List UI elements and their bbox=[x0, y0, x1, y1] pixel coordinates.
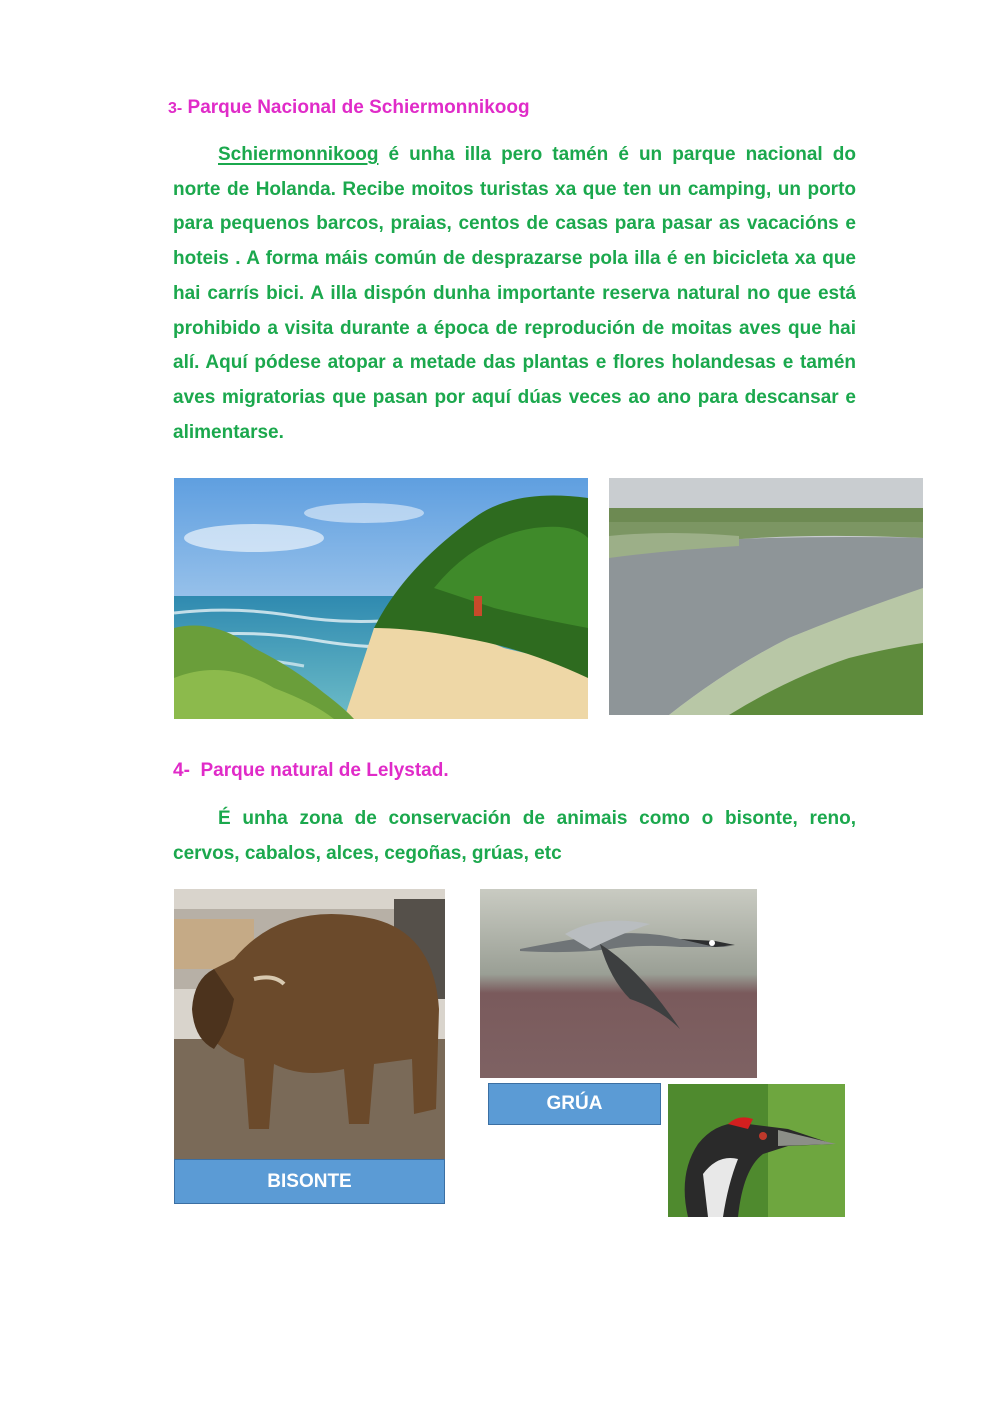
section-3-title: Parque Nacional de Schiermonnikoog bbox=[187, 97, 530, 118]
section-4-number: 4- bbox=[173, 760, 190, 781]
section-3-heading bbox=[168, 97, 530, 119]
crane-flight-photo bbox=[480, 889, 757, 1078]
section-4-heading bbox=[173, 760, 449, 782]
section-3-number: 3- bbox=[168, 100, 183, 117]
beach-photo bbox=[174, 478, 588, 719]
bison-label: BISONTE bbox=[174, 1159, 445, 1204]
section-4-paragraph: É unha zona de conservación de animais como o bisonte, reno, cervos, cabalos, alces, cegoñas, grúas, etc bbox=[173, 808, 856, 864]
marsh-river-photo bbox=[609, 478, 923, 715]
section-4-title: Parque natural de Lelystad. bbox=[200, 760, 449, 781]
crane-label: GRÚA bbox=[488, 1083, 661, 1125]
section-3-paragraph bbox=[173, 138, 856, 450]
bison-photo bbox=[174, 889, 445, 1160]
section-3-paragraph-text: é unha illa pero tamén é un parque nacional do norte de Holanda. Recibe moitos turistas xa que ten un camping, un porto para pequenos barcos, praias, centos de casas para pasar as vacacións e hoteis . A forma máis común de desprazarse pola illa é en bicicleta xa que hai carrís bici. A illa dispón dunha importante reserva natural no que está prohibido a visita durante a época de reprodución de moitas aves que hai alí. Aquí pódese atopar a metade das plantas e flores holandesas e tamén aves migratorias que pasan por aquí dúas veces ao ano para descansar e alimentarse. bbox=[173, 144, 856, 443]
crane-head-photo bbox=[668, 1084, 845, 1217]
schiermonnikoog-link[interactable]: Schiermonnikoog bbox=[218, 144, 379, 165]
